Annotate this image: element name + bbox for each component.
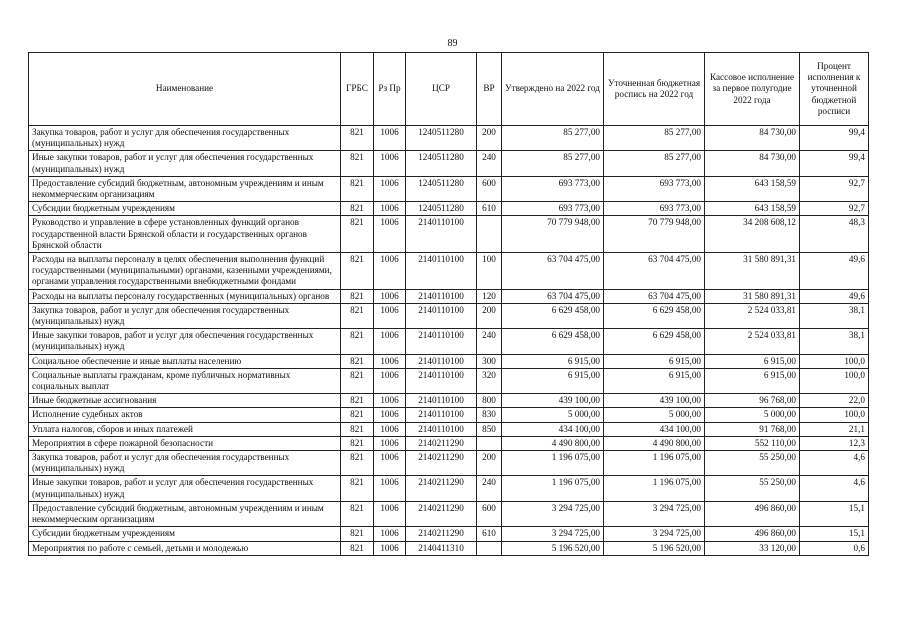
table-row — [29, 408, 869, 422]
cell-csr: 2140110100 — [406, 303, 477, 328]
cell-refined: 439 100,00 — [604, 394, 705, 408]
cell-refined: 693 773,00 — [604, 202, 705, 216]
cell-refined: 5 196 520,00 — [604, 541, 705, 555]
table-row — [29, 436, 869, 450]
table-row — [29, 501, 869, 526]
cell-approved: 85 277,00 — [502, 151, 604, 176]
cell-csr: 2140211290 — [406, 527, 477, 541]
cell-csr: 2140110100 — [406, 216, 477, 253]
cell-name: Социальное обеспечение и иные выплаты населению — [29, 354, 341, 368]
cell-approved: 439 100,00 — [502, 394, 604, 408]
cell-grbs: 821 — [341, 126, 374, 151]
cell-percent: 0,6 — [800, 541, 869, 555]
cell-refined: 63 704 475,00 — [604, 253, 705, 290]
cell-approved: 1 196 075,00 — [502, 451, 604, 476]
cell-refined: 85 277,00 — [604, 151, 705, 176]
cell-cash: 5 000,00 — [705, 408, 800, 422]
cell-rz-pr: 1006 — [374, 216, 406, 253]
cell-name: Руководство и управление в сфере установленных функций органов государственной власти Брянской области и государственных органов Брянской области — [29, 216, 341, 253]
cell-percent: 38,1 — [800, 329, 869, 354]
cell-percent: 100,0 — [800, 354, 869, 368]
cell-rz-pr: 1006 — [374, 368, 406, 393]
cell-rz-pr: 1006 — [374, 422, 406, 436]
cell-percent: 12,3 — [800, 436, 869, 450]
cell-refined: 63 704 475,00 — [604, 289, 705, 303]
cell-rz-pr: 1006 — [374, 394, 406, 408]
cell-cash: 34 208 608,12 — [705, 216, 800, 253]
table-row — [29, 527, 869, 541]
cell-vr — [477, 541, 502, 555]
column-header-percent: Процент исполнения к уточненной бюджетной росписи — [800, 53, 869, 126]
cell-rz-pr: 1006 — [374, 541, 406, 555]
cell-name: Иные закупки товаров, работ и услуг для обеспечения государственных (муниципальных) нужд — [29, 476, 341, 501]
cell-refined: 6 629 458,00 — [604, 329, 705, 354]
cell-approved: 1 196 075,00 — [502, 476, 604, 501]
cell-grbs: 821 — [341, 253, 374, 290]
cell-name: Предоставление субсидий бюджетным, автономным учреждениям и иным некоммерческим организациям — [29, 176, 341, 201]
cell-percent: 92,7 — [800, 176, 869, 201]
cell-grbs: 821 — [341, 408, 374, 422]
cell-grbs: 821 — [341, 329, 374, 354]
cell-approved: 5 196 520,00 — [502, 541, 604, 555]
cell-rz-pr: 1006 — [374, 476, 406, 501]
table-row — [29, 354, 869, 368]
cell-percent: 21,1 — [800, 422, 869, 436]
cell-refined: 6 915,00 — [604, 354, 705, 368]
cell-refined: 6 629 458,00 — [604, 303, 705, 328]
cell-name: Мероприятия по работе с семьей, детьми и молодежью — [29, 541, 341, 555]
cell-grbs: 821 — [341, 354, 374, 368]
table-row — [29, 451, 869, 476]
cell-vr: 200 — [477, 303, 502, 328]
cell-csr: 1240511280 — [406, 126, 477, 151]
cell-name: Субсидии бюджетным учреждениям — [29, 202, 341, 216]
cell-grbs: 821 — [341, 422, 374, 436]
column-header-cash: Кассовое исполнение за первое полугодие 2022 года — [705, 53, 800, 126]
cell-refined: 434 100,00 — [604, 422, 705, 436]
table-row — [29, 176, 869, 201]
column-header-grbs: ГРБС — [341, 53, 374, 126]
cell-name: Исполнение судебных актов — [29, 408, 341, 422]
cell-rz-pr: 1006 — [374, 303, 406, 328]
cell-percent: 48,3 — [800, 216, 869, 253]
cell-name: Предоставление субсидий бюджетным, автономным учреждениям и иным некоммерческим организациям — [29, 501, 341, 526]
cell-approved: 4 490 800,00 — [502, 436, 604, 450]
cell-cash: 6 915,00 — [705, 354, 800, 368]
table-row — [29, 289, 869, 303]
cell-rz-pr: 1006 — [374, 527, 406, 541]
cell-grbs: 821 — [341, 303, 374, 328]
cell-csr: 2140110100 — [406, 329, 477, 354]
cell-cash: 31 580 891,31 — [705, 253, 800, 290]
cell-vr: 120 — [477, 289, 502, 303]
cell-csr: 2140211290 — [406, 451, 477, 476]
cell-cash: 91 768,00 — [705, 422, 800, 436]
cell-name: Субсидии бюджетным учреждениям — [29, 527, 341, 541]
table-row — [29, 476, 869, 501]
cell-grbs: 821 — [341, 289, 374, 303]
cell-csr: 2140110100 — [406, 422, 477, 436]
table-row — [29, 126, 869, 151]
cell-cash: 643 158,59 — [705, 202, 800, 216]
cell-grbs: 821 — [341, 394, 374, 408]
cell-refined: 70 779 948,00 — [604, 216, 705, 253]
cell-vr: 610 — [477, 202, 502, 216]
cell-rz-pr: 1006 — [374, 329, 406, 354]
cell-vr — [477, 436, 502, 450]
cell-approved: 6 915,00 — [502, 368, 604, 393]
cell-vr: 850 — [477, 422, 502, 436]
cell-name: Закупка товаров, работ и услуг для обеспечения государственных (муниципальных) нужд — [29, 126, 341, 151]
cell-rz-pr: 1006 — [374, 289, 406, 303]
cell-refined: 85 277,00 — [604, 126, 705, 151]
cell-vr: 600 — [477, 501, 502, 526]
cell-rz-pr: 1006 — [374, 501, 406, 526]
cell-percent: 38,1 — [800, 303, 869, 328]
cell-cash: 96 768,00 — [705, 394, 800, 408]
cell-rz-pr: 1006 — [374, 408, 406, 422]
cell-percent: 99,4 — [800, 151, 869, 176]
table-row — [29, 216, 869, 253]
table-body — [29, 126, 869, 556]
cell-grbs: 821 — [341, 501, 374, 526]
cell-vr: 200 — [477, 126, 502, 151]
cell-grbs: 821 — [341, 216, 374, 253]
cell-csr: 2140110100 — [406, 289, 477, 303]
cell-name: Расходы на выплаты персоналу в целях обеспечения выполнения функций государственными (муниципальными) органами, казенными учреждениями, органами управления государственными внебюджетными фондами — [29, 253, 341, 290]
cell-vr: 610 — [477, 527, 502, 541]
cell-rz-pr: 1006 — [374, 202, 406, 216]
column-header-approved: Утверждено на 2022 год — [502, 53, 604, 126]
cell-name: Социальные выплаты гражданам, кроме публичных нормативных социальных выплат — [29, 368, 341, 393]
table-row — [29, 394, 869, 408]
table-header-row — [29, 53, 869, 126]
table-row — [29, 202, 869, 216]
cell-name: Закупка товаров, работ и услуг для обеспечения государственных (муниципальных) нужд — [29, 303, 341, 328]
cell-csr: 2140211290 — [406, 476, 477, 501]
cell-approved: 70 779 948,00 — [502, 216, 604, 253]
cell-approved: 434 100,00 — [502, 422, 604, 436]
cell-name: Иные закупки товаров, работ и услуг для обеспечения государственных (муниципальных) нужд — [29, 329, 341, 354]
cell-percent: 49,6 — [800, 253, 869, 290]
page-number: 89 — [447, 38, 458, 49]
cell-csr: 2140211290 — [406, 436, 477, 450]
column-header-csr: ЦСР — [406, 53, 477, 126]
cell-rz-pr: 1006 — [374, 451, 406, 476]
cell-csr: 2140211290 — [406, 501, 477, 526]
cell-rz-pr: 1006 — [374, 126, 406, 151]
cell-name: Иные бюджетные ассигнования — [29, 394, 341, 408]
cell-vr: 240 — [477, 151, 502, 176]
cell-grbs: 821 — [341, 476, 374, 501]
cell-cash: 84 730,00 — [705, 126, 800, 151]
cell-grbs: 821 — [341, 451, 374, 476]
cell-cash: 84 730,00 — [705, 151, 800, 176]
cell-percent: 15,1 — [800, 527, 869, 541]
cell-approved: 693 773,00 — [502, 176, 604, 201]
cell-approved: 6 915,00 — [502, 354, 604, 368]
column-header-name: Наименование — [29, 53, 341, 126]
cell-csr: 2140110100 — [406, 394, 477, 408]
cell-cash: 55 250,00 — [705, 476, 800, 501]
cell-cash: 6 915,00 — [705, 368, 800, 393]
table-row — [29, 151, 869, 176]
cell-csr: 1240511280 — [406, 151, 477, 176]
cell-approved: 85 277,00 — [502, 126, 604, 151]
cell-cash: 55 250,00 — [705, 451, 800, 476]
cell-vr — [477, 216, 502, 253]
cell-vr: 240 — [477, 476, 502, 501]
column-header-rz-pr: Рз Пр — [374, 53, 406, 126]
column-header-refined: Уточненная бюджетная роспись на 2022 год — [604, 53, 705, 126]
column-header-vr: ВР — [477, 53, 502, 126]
table-row — [29, 303, 869, 328]
cell-vr: 300 — [477, 354, 502, 368]
cell-csr: 2140411310 — [406, 541, 477, 555]
cell-grbs: 821 — [341, 151, 374, 176]
cell-refined: 5 000,00 — [604, 408, 705, 422]
cell-cash: 643 158,59 — [705, 176, 800, 201]
cell-vr: 800 — [477, 394, 502, 408]
cell-vr: 240 — [477, 329, 502, 354]
cell-grbs: 821 — [341, 541, 374, 555]
cell-refined: 1 196 075,00 — [604, 451, 705, 476]
cell-cash: 33 120,00 — [705, 541, 800, 555]
cell-grbs: 821 — [341, 176, 374, 201]
cell-cash: 31 580 891,31 — [705, 289, 800, 303]
cell-vr: 200 — [477, 451, 502, 476]
table-row — [29, 253, 869, 290]
cell-csr: 1240511280 — [406, 176, 477, 201]
cell-percent: 4,6 — [800, 451, 869, 476]
cell-vr: 320 — [477, 368, 502, 393]
cell-rz-pr: 1006 — [374, 354, 406, 368]
cell-rz-pr: 1006 — [374, 176, 406, 201]
cell-name: Мероприятия в сфере пожарной безопасности — [29, 436, 341, 450]
cell-csr: 1240511280 — [406, 202, 477, 216]
cell-csr: 2140110100 — [406, 368, 477, 393]
cell-approved: 6 629 458,00 — [502, 303, 604, 328]
cell-approved: 6 629 458,00 — [502, 329, 604, 354]
cell-approved: 3 294 725,00 — [502, 501, 604, 526]
cell-refined: 6 915,00 — [604, 368, 705, 393]
cell-percent: 92,7 — [800, 202, 869, 216]
cell-percent: 99,4 — [800, 126, 869, 151]
cell-csr: 2140110100 — [406, 408, 477, 422]
cell-vr: 600 — [477, 176, 502, 201]
cell-name: Закупка товаров, работ и услуг для обеспечения государственных (муниципальных) нужд — [29, 451, 341, 476]
cell-grbs: 821 — [341, 527, 374, 541]
cell-refined: 1 196 075,00 — [604, 476, 705, 501]
table-row — [29, 422, 869, 436]
cell-cash: 496 860,00 — [705, 527, 800, 541]
cell-percent: 49,6 — [800, 289, 869, 303]
cell-vr: 830 — [477, 408, 502, 422]
cell-approved: 63 704 475,00 — [502, 289, 604, 303]
cell-percent: 15,1 — [800, 501, 869, 526]
cell-rz-pr: 1006 — [374, 253, 406, 290]
table-row — [29, 368, 869, 393]
cell-refined: 3 294 725,00 — [604, 501, 705, 526]
budget-table — [28, 52, 869, 556]
cell-percent: 100,0 — [800, 368, 869, 393]
cell-percent: 22,0 — [800, 394, 869, 408]
cell-name: Расходы на выплаты персоналу государственных (муниципальных) органов — [29, 289, 341, 303]
cell-refined: 693 773,00 — [604, 176, 705, 201]
cell-csr: 2140110100 — [406, 253, 477, 290]
cell-grbs: 821 — [341, 368, 374, 393]
cell-cash: 496 860,00 — [705, 501, 800, 526]
cell-approved: 3 294 725,00 — [502, 527, 604, 541]
table-row — [29, 329, 869, 354]
cell-cash: 2 524 033,81 — [705, 329, 800, 354]
cell-name: Уплата налогов, сборов и иных платежей — [29, 422, 341, 436]
cell-csr: 2140110100 — [406, 354, 477, 368]
cell-rz-pr: 1006 — [374, 436, 406, 450]
cell-vr: 100 — [477, 253, 502, 290]
cell-refined: 4 490 800,00 — [604, 436, 705, 450]
cell-refined: 3 294 725,00 — [604, 527, 705, 541]
cell-cash: 552 110,00 — [705, 436, 800, 450]
cell-percent: 4,6 — [800, 476, 869, 501]
cell-grbs: 821 — [341, 202, 374, 216]
cell-name: Иные закупки товаров, работ и услуг для обеспечения государственных (муниципальных) нужд — [29, 151, 341, 176]
cell-rz-pr: 1006 — [374, 151, 406, 176]
cell-approved: 63 704 475,00 — [502, 253, 604, 290]
cell-approved: 5 000,00 — [502, 408, 604, 422]
cell-cash: 2 524 033,81 — [705, 303, 800, 328]
cell-grbs: 821 — [341, 436, 374, 450]
table-row — [29, 541, 869, 555]
cell-approved: 693 773,00 — [502, 202, 604, 216]
cell-percent: 100,0 — [800, 408, 869, 422]
